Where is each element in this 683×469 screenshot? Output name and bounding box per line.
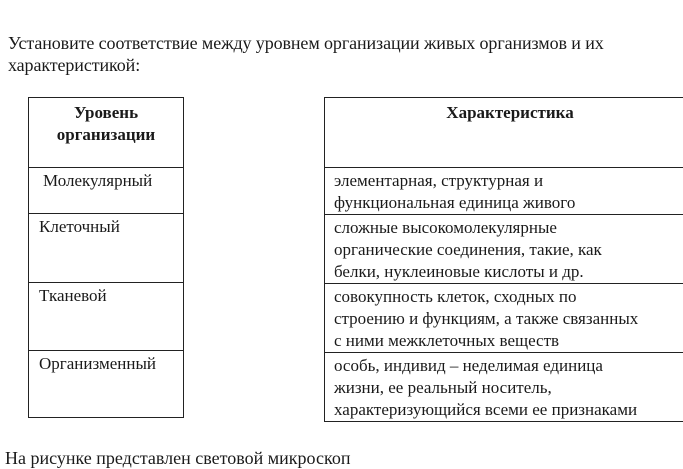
characteristic-3-line-1: совокупность клеток, сходных по (334, 286, 683, 308)
level-molecular: Молекулярный (29, 168, 184, 214)
characteristics-table-header (325, 98, 683, 168)
characteristic-2-line-2: органические соединения, такие, как (334, 239, 683, 261)
characteristic-3-line-3: с ними межклеточных веществ (334, 330, 683, 352)
characteristic-4-line-3: характеризующийся всеми ее признаками (334, 399, 683, 421)
characteristic-4-line-1: особь, индивид – неделимая единица (334, 355, 683, 377)
characteristic-3-line-2: строению и функциям, а также связанных (334, 308, 683, 330)
characteristic-cell-3 (325, 284, 683, 353)
characteristic-1-line-2: функциональная единица живого (334, 192, 683, 214)
characteristic-cell-2 (325, 215, 683, 284)
characteristics-table (324, 97, 683, 422)
level-cellular: Клеточный (29, 214, 184, 283)
levels-table (28, 97, 184, 418)
levels-table-header (29, 98, 184, 168)
characteristic-1-line-1: элементарная, структурная и (334, 170, 683, 192)
characteristic-2-line-1: сложные высокомолекулярные (334, 217, 683, 239)
instruction-line-2: характеристикой: (8, 54, 678, 76)
characteristic-cell-1 (325, 168, 683, 215)
task-instruction (8, 32, 678, 76)
instruction-line-1: Установите соответствие между уровнем организации живых организмов и их (8, 32, 678, 54)
characteristics-header-label: Характеристика (325, 102, 683, 124)
level-organism: Организменный (29, 351, 184, 418)
level-tissue: Тканевой (29, 283, 184, 351)
characteristic-2-line-3: белки, нуклеиновые кислоты и др. (334, 261, 683, 283)
characteristic-4-line-2: жизни, ее реальный носитель, (334, 377, 683, 399)
levels-header-line-1: Уровень (29, 102, 183, 124)
next-question-text: На рисунке представлен световой микроскоп (5, 447, 350, 469)
characteristic-cell-4 (325, 353, 683, 422)
levels-header-line-2: организации (29, 124, 183, 146)
